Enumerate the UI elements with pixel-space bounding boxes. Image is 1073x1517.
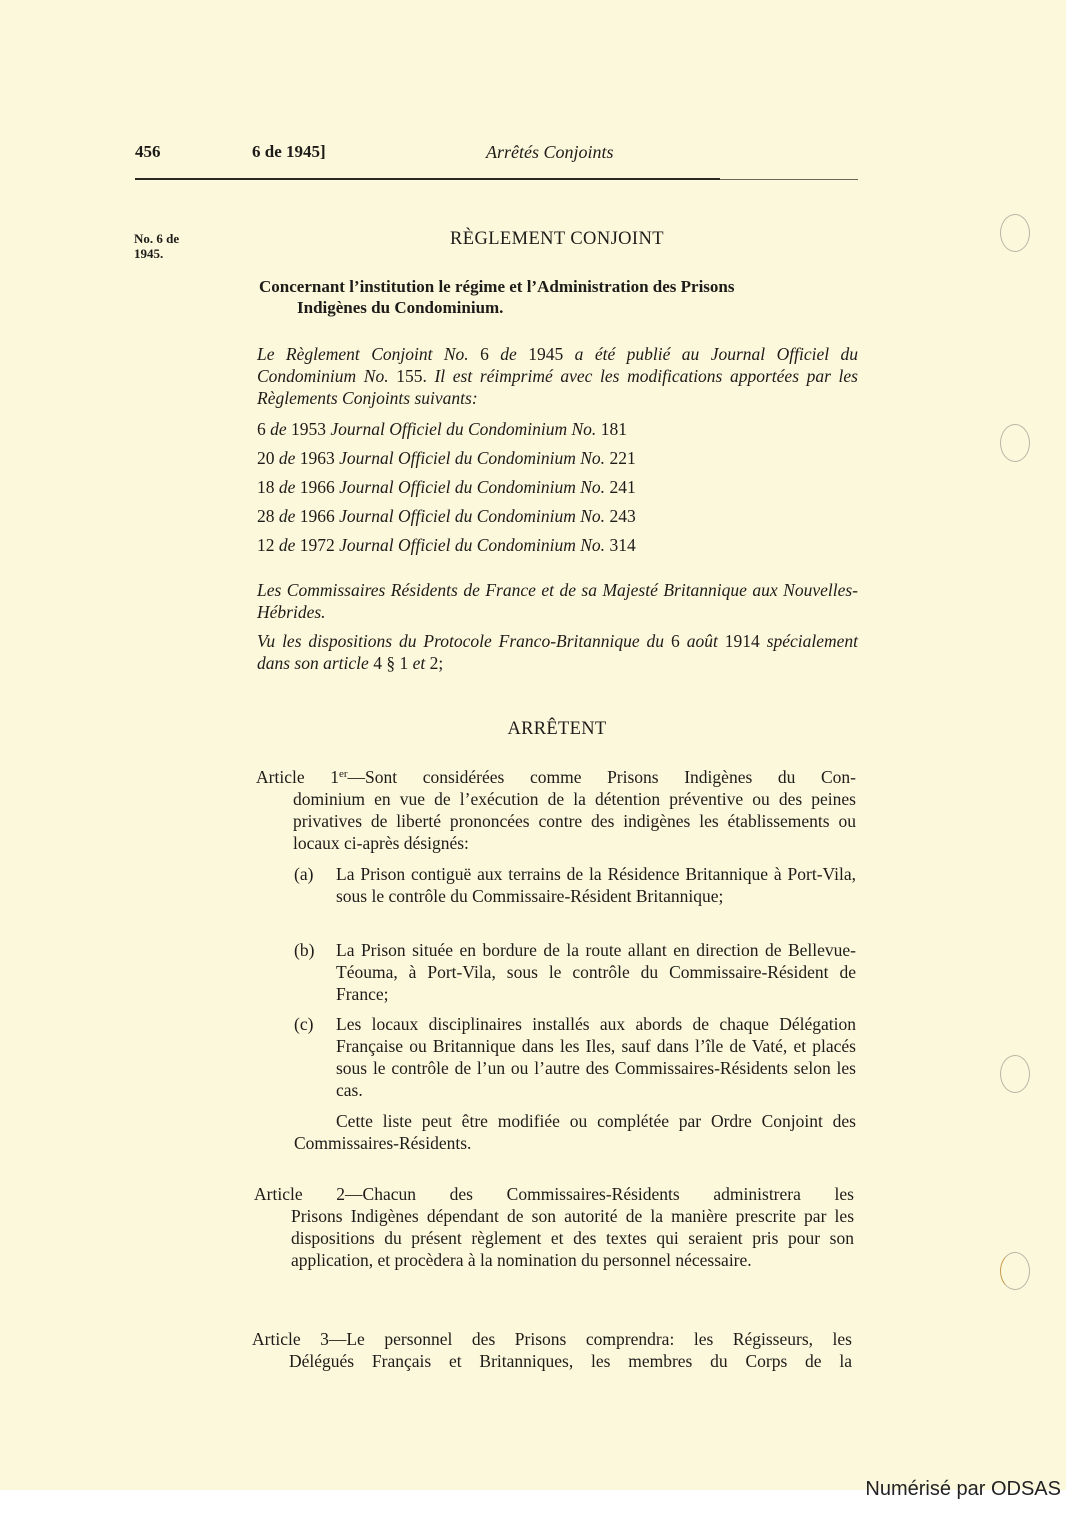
- amendment-issue: 243: [609, 506, 636, 526]
- subject-line: Indigènes du Condominium.: [297, 298, 504, 317]
- amendment-de: de: [278, 535, 296, 555]
- amendment-year: 1966: [299, 477, 335, 497]
- article-1-note: Cette liste peut être modifiée ou complétée par Ordre Conjoint des Commissaires-Résidents.: [294, 1111, 856, 1153]
- amendment-year: 1972: [299, 535, 335, 555]
- amendment-journal: Journal Officiel du Condominium No.: [339, 448, 606, 468]
- amendment-issue: 314: [609, 535, 636, 555]
- amendment-row: [257, 505, 857, 534]
- amendment-journal: Journal Officiel du Condominium No.: [330, 419, 597, 439]
- publication-note-text: a été publié au Journal Officiel du Condominium No.: [257, 344, 858, 386]
- amendment-year: 1963: [299, 448, 335, 468]
- article-1-label: Article 1: [256, 767, 339, 787]
- considering-year: 1914: [724, 631, 760, 651]
- item-label: (a): [294, 864, 314, 884]
- amendment-number: 12: [257, 535, 275, 555]
- binder-hole: [1000, 424, 1030, 462]
- commissioners-line: Les Commissaires Résidents de France et de sa Majesté Britannique aux Nouvelles-Hébrides.: [257, 580, 858, 622]
- running-title: Arrêtés Conjoints: [486, 142, 614, 162]
- margin-note-line: 1945.: [134, 246, 164, 261]
- amendment-list: [257, 418, 857, 563]
- journal-issue: 155.: [396, 366, 427, 386]
- article-3-first-line: Article 3—Le personnel des Prisons comprendra: les Régisseurs, les: [252, 1329, 852, 1349]
- publication-note-text: Le Règlement Conjoint No.: [257, 344, 469, 364]
- regulation-subject: [259, 276, 859, 318]
- publication-note: [257, 343, 858, 409]
- amendment-issue: 181: [600, 419, 627, 439]
- amendment-number: 28: [257, 506, 275, 526]
- article-1-item-b: [294, 939, 856, 1005]
- header-year-reference: 6 de 1945]: [252, 142, 326, 161]
- binder-hole: [1000, 1252, 1030, 1290]
- item-label: (c): [294, 1014, 314, 1034]
- amendment-row: [257, 418, 857, 447]
- amendment-row: [257, 476, 857, 505]
- article-1-item-a: [294, 863, 856, 929]
- binder-hole: [1000, 214, 1030, 252]
- article-2: [254, 1183, 854, 1271]
- considering-paragraph-ref: 2;: [429, 653, 444, 673]
- article-1-item-c: [294, 1013, 856, 1101]
- considering-text: spécialement dans son article: [257, 631, 859, 673]
- decree-heading: ARRÊTENT: [507, 719, 607, 739]
- considering-day: 6: [671, 631, 680, 651]
- article-1: [256, 766, 856, 854]
- item-text: La Prison contiguë aux terrains de la Résidence Britannique à Port-Vila, sous le contrôle du Commissaire-Résident Britannique;: [336, 864, 856, 906]
- amendment-journal: Journal Officiel du Condominium No.: [339, 477, 606, 497]
- page-number: 456: [135, 142, 161, 161]
- digitization-watermark: Numérisé par ODSAS: [865, 1478, 1061, 1500]
- considering-text: août: [686, 631, 718, 651]
- article-1-superscript: er: [338, 768, 348, 780]
- amendment-year: 1966: [299, 506, 335, 526]
- item-text: La Prison située en bordure de la route allant en direction de Bellevue-Téouma, à Port-Vila, sous le contrôle du Commissaire-Résident de France;: [336, 940, 856, 1004]
- amendment-de: de: [270, 419, 287, 439]
- article-1-body: dominium en vue de l’exécution de la détention préventive ou des peines privatives de liberté prononcées contre des indigènes les établissements ou locaux ci-après désignés:: [293, 789, 856, 853]
- amendment-row: [257, 534, 857, 563]
- considering-text: et: [412, 653, 426, 673]
- header-rule: [135, 178, 720, 180]
- margin-note-line: No. 6 de: [134, 231, 180, 246]
- amendment-de: de: [278, 448, 296, 468]
- publication-year: 1945: [528, 344, 564, 364]
- considering-text: Vu les dispositions du Protocole Franco-Britannique du: [257, 631, 665, 651]
- item-label: (b): [294, 940, 315, 960]
- margin-note: [134, 231, 179, 261]
- subject-line: Concernant l’institution le régime et l’Administration des Prisons: [259, 277, 735, 296]
- article-1-first-line: [256, 766, 856, 788]
- amendment-journal: Journal Officiel du Condominium No.: [339, 506, 606, 526]
- header-rule-extension: [720, 179, 858, 180]
- publication-number: 6: [480, 344, 489, 364]
- amendment-issue: 241: [609, 477, 636, 497]
- publication-note-text: Il est réimprimé avec les modifications apportées par les Règlements Conjoints suivants:: [257, 366, 858, 408]
- amendment-de: de: [278, 477, 296, 497]
- regulation-title: RÈGLEMENT CONJOINT: [450, 229, 664, 249]
- amendment-number: 6: [257, 419, 266, 439]
- binder-hole: [1000, 1055, 1030, 1093]
- article-3: [252, 1328, 852, 1372]
- amendment-journal: Journal Officiel du Condominium No.: [339, 535, 606, 555]
- article-2-first-line: Article 2—Chacun des Commissaires-Résidents administrera les: [254, 1184, 854, 1204]
- amendment-number: 20: [257, 448, 275, 468]
- amendment-de: de: [278, 506, 296, 526]
- amendment-issue: 221: [609, 448, 636, 468]
- considering-article-ref: 4 § 1: [373, 653, 409, 673]
- considering-clause: [257, 630, 858, 674]
- item-text: Les locaux disciplinaires installés aux abords de chaque Délégation Française ou Britannique dans les Iles, sauf dans l’île de Vaté, et placés sous le contrôle de l’un ou l’autre des Commissaires-Résidents selon les cas.: [336, 1014, 856, 1100]
- article-3-body: Délégués Français et Britanniques, les membres du Corps de la: [289, 1351, 852, 1371]
- article-1-first-text: —Sont considérées comme Prisons Indigènes du Con-: [347, 767, 856, 787]
- amendment-row: [257, 447, 857, 476]
- article-2-body: Prisons Indigènes dépendant de son autorité de la manière prescrite par les dispositions du présent règlement et des textes qui seraient pris pour son application, et procèdera à la nomination du personnel nécessaire.: [291, 1206, 854, 1270]
- amendment-year: 1953: [291, 419, 327, 439]
- publication-note-text: de: [500, 344, 517, 364]
- amendment-number: 18: [257, 477, 275, 497]
